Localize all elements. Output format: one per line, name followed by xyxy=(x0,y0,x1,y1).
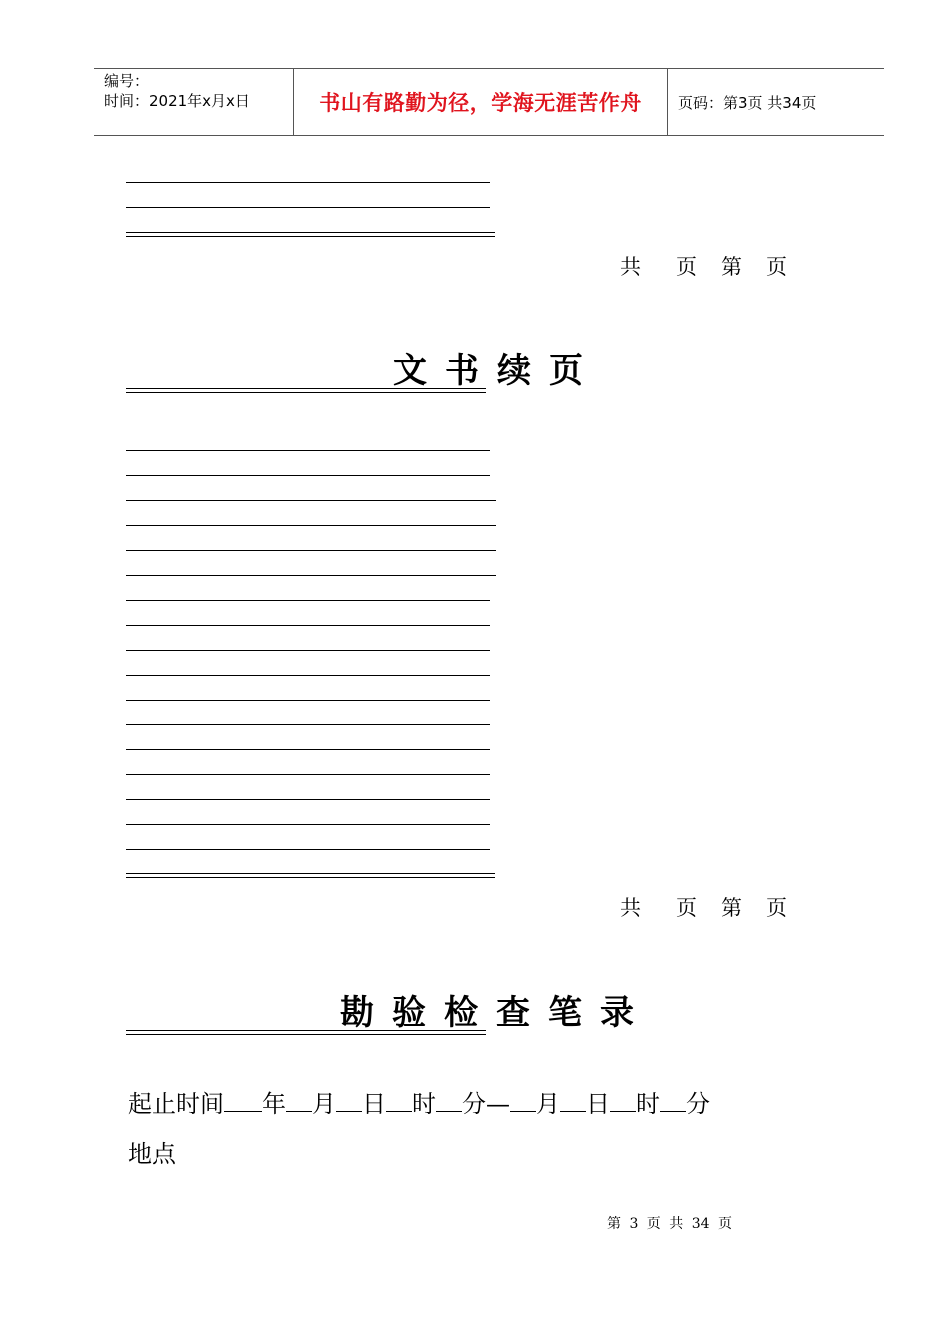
end-day-label: 日 xyxy=(586,1090,610,1118)
minute-label: 分 xyxy=(462,1090,486,1118)
day-blank[interactable] xyxy=(336,1089,362,1112)
writing-line xyxy=(126,749,490,750)
writing-line xyxy=(126,650,490,651)
writing-line xyxy=(126,550,496,551)
range-dash: — xyxy=(486,1090,510,1118)
writing-line xyxy=(126,525,496,526)
year-blank[interactable] xyxy=(224,1089,262,1112)
document-time-label: 时间：2021年x月x日 xyxy=(104,92,250,110)
minute-blank[interactable] xyxy=(436,1089,462,1112)
page-footer: 第 3 页 共 34 页 xyxy=(607,1216,732,1232)
section-title-inspection: 勘验检查笔录 xyxy=(340,993,652,1033)
writing-line xyxy=(126,774,490,775)
end-hour-blank[interactable] xyxy=(610,1089,636,1112)
day-label: 日 xyxy=(362,1090,386,1118)
end-day-blank[interactable] xyxy=(560,1089,586,1112)
double-rule xyxy=(126,873,495,878)
header-page-info: 页码：第3页 共34页 xyxy=(678,93,817,112)
document-header xyxy=(94,68,884,136)
writing-line xyxy=(126,600,490,601)
writing-line xyxy=(126,799,490,800)
page-count-total: 共 xyxy=(620,255,641,279)
double-rule xyxy=(126,232,495,237)
page-count-page2: 页 xyxy=(766,896,787,920)
writing-line xyxy=(126,700,490,701)
month-blank[interactable] xyxy=(286,1089,312,1112)
writing-line xyxy=(126,849,490,850)
writing-line xyxy=(126,207,490,208)
page-count-page: 页 xyxy=(676,896,697,920)
title-double-rule xyxy=(126,388,486,393)
writing-line xyxy=(126,475,490,476)
hour-blank[interactable] xyxy=(386,1089,412,1112)
end-hour-label: 时 xyxy=(636,1090,660,1118)
title-double-rule xyxy=(126,1030,486,1035)
end-minute-label: 分 xyxy=(686,1090,710,1118)
section-title-continuation: 文书续页 xyxy=(393,351,601,391)
page-count-page2: 页 xyxy=(766,255,787,279)
year-label: 年 xyxy=(262,1090,286,1118)
writing-line xyxy=(126,675,490,676)
location-label: 地点 xyxy=(128,1140,176,1168)
period-label: 起止时间 xyxy=(128,1090,224,1118)
location-line xyxy=(128,1134,176,1169)
page-count-page: 页 xyxy=(676,255,697,279)
writing-line xyxy=(126,625,490,626)
writing-line xyxy=(126,724,490,725)
writing-line xyxy=(126,824,490,825)
hour-label: 时 xyxy=(412,1090,436,1118)
writing-line xyxy=(126,500,496,501)
period-line xyxy=(128,1084,710,1119)
page-count-nth: 第 xyxy=(721,255,742,279)
writing-line xyxy=(126,575,496,576)
writing-line xyxy=(126,450,490,451)
month-label: 月 xyxy=(312,1090,336,1118)
end-month-label: 月 xyxy=(536,1090,560,1118)
document-number-label: 编号： xyxy=(104,72,150,90)
header-meta xyxy=(94,69,294,135)
page-count-nth: 第 xyxy=(721,896,742,920)
writing-line xyxy=(126,182,490,183)
page-count-total: 共 xyxy=(620,896,641,920)
end-minute-blank[interactable] xyxy=(660,1089,686,1112)
end-month-blank[interactable] xyxy=(510,1089,536,1112)
header-motto: 书山有路勤为径，学海无涯苦作舟 xyxy=(294,69,668,135)
